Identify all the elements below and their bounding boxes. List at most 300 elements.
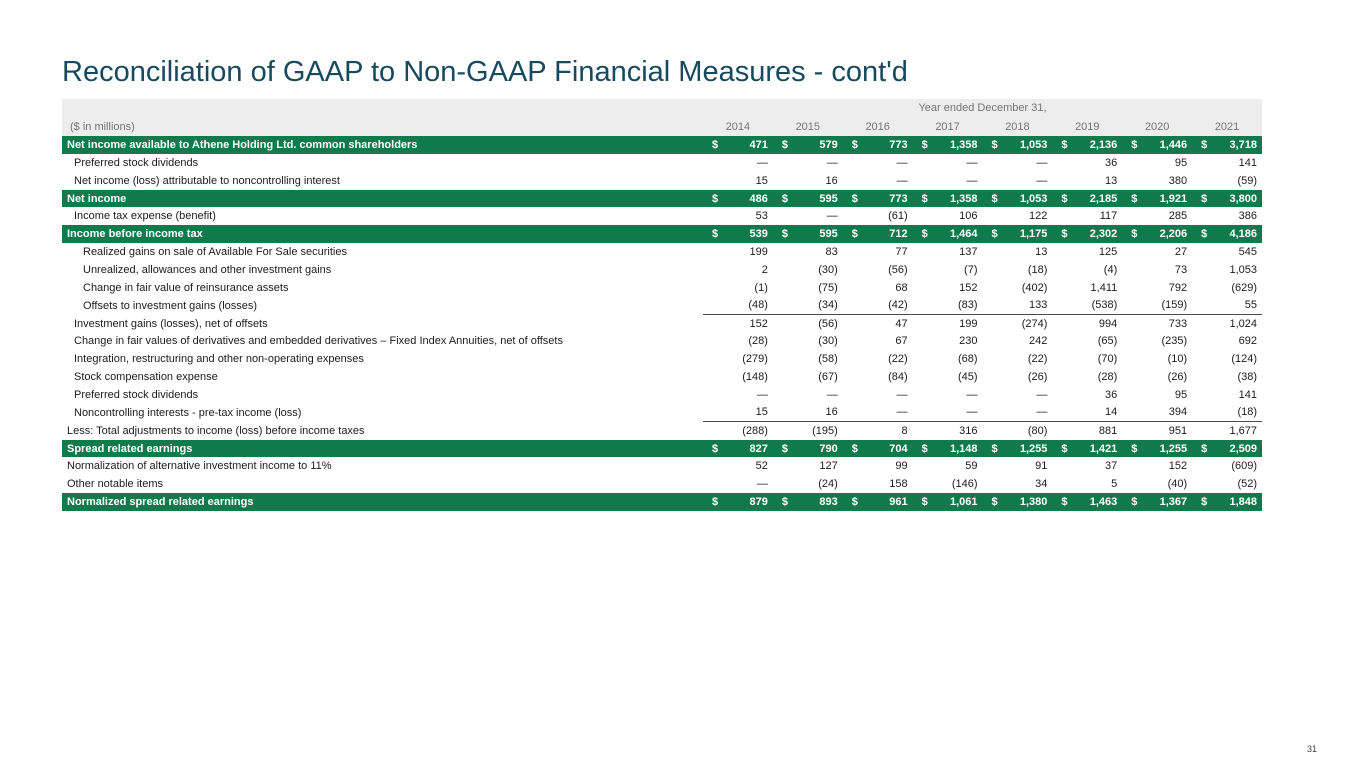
- cell-2020: [1122, 404, 1192, 422]
- cell-2018: [983, 136, 1053, 154]
- cell-2019: [1052, 493, 1122, 511]
- cell-2016: [843, 422, 913, 440]
- row-label: Preferred stock dividends: [74, 388, 199, 401]
- cell-value: 14: [1105, 406, 1118, 419]
- cell-value: 692: [1238, 335, 1257, 348]
- cell-value: 77: [895, 246, 908, 259]
- row-label: Preferred stock dividends: [74, 156, 199, 169]
- cell-value: 152: [959, 281, 978, 294]
- dollar-sign: $: [921, 228, 928, 241]
- period-header-row: [62, 99, 1262, 118]
- cell-2015: [773, 136, 843, 154]
- cell-2021: [1192, 243, 1262, 261]
- table-row: [62, 207, 1262, 225]
- cell-value: 951: [1168, 424, 1188, 437]
- cell-2017: [913, 332, 983, 350]
- dollar-sign: $: [851, 442, 858, 455]
- row-label: Less: Total adjustments to income (loss) before income taxes: [67, 424, 365, 437]
- cell-2014: [703, 350, 773, 368]
- cell-2014: [703, 261, 773, 279]
- cell-2015: [773, 404, 843, 422]
- cell-value: —: [896, 388, 908, 401]
- cell-value: —: [966, 156, 978, 169]
- cell-2017: [913, 404, 983, 422]
- table-row: [62, 261, 1262, 279]
- cell-value: (24): [818, 478, 838, 491]
- dollar-sign: $: [1061, 442, 1068, 455]
- cell-value: 73: [1174, 263, 1188, 276]
- cell-value: 36: [1105, 388, 1118, 401]
- cell-2015: [773, 279, 843, 297]
- units-label: ($ in millions): [70, 120, 135, 133]
- cell-value: (38): [1237, 371, 1257, 384]
- cell-2018: [983, 243, 1053, 261]
- table-row: [62, 350, 1262, 368]
- cell-value: (56): [818, 317, 838, 330]
- cell-value: (68): [957, 353, 978, 366]
- dollar-sign: $: [712, 192, 719, 205]
- cell-value: 8: [901, 424, 908, 437]
- cell-2015: [773, 297, 843, 315]
- cell-value: 545: [1238, 246, 1257, 259]
- cell-value: 792: [1168, 281, 1188, 294]
- dollar-sign: $: [991, 138, 998, 151]
- cell-2014: [703, 243, 773, 261]
- cell-2016: [843, 279, 913, 297]
- dollar-sign: $: [991, 442, 998, 455]
- table-row: [62, 172, 1262, 190]
- cell-2016: [843, 332, 913, 350]
- year-header-2015: 2015: [795, 120, 821, 133]
- cell-value: 1,463: [1089, 496, 1118, 509]
- cell-value: —: [966, 406, 978, 419]
- cell-value: —: [756, 156, 768, 169]
- cell-value: (609): [1231, 460, 1257, 473]
- table-row: [62, 404, 1262, 422]
- cell-2017: [913, 136, 983, 154]
- cell-value: 1,848: [1229, 496, 1257, 509]
- cell-value: (30): [818, 263, 838, 276]
- cell-value: 27: [1174, 246, 1188, 259]
- cell-2021: [1192, 332, 1262, 350]
- cell-2020: [1122, 297, 1192, 315]
- cell-2016: [843, 386, 913, 404]
- cell-2014: [703, 457, 773, 475]
- cell-value: 199: [959, 317, 978, 330]
- table-row: [62, 332, 1262, 350]
- cell-value: (61): [888, 210, 908, 223]
- cell-2015: [773, 440, 843, 458]
- year-header-2016: 2016: [865, 120, 890, 133]
- cell-2020: [1122, 315, 1192, 333]
- cell-2020: [1122, 350, 1192, 368]
- cell-value: 13: [1035, 246, 1048, 259]
- dollar-sign: $: [781, 192, 788, 205]
- cell-value: 4,186: [1229, 228, 1257, 241]
- cell-2021: [1192, 457, 1262, 475]
- cell-2020: [1122, 207, 1192, 225]
- cell-2014: [703, 315, 773, 333]
- cell-value: (26): [1027, 371, 1048, 384]
- dollar-sign: $: [851, 496, 858, 509]
- cell-2020: [1122, 493, 1192, 511]
- cell-2018: [983, 457, 1053, 475]
- table-row: [62, 297, 1262, 315]
- cell-2017: [913, 422, 983, 440]
- cell-2017: [913, 315, 983, 333]
- cell-2021: [1192, 368, 1262, 386]
- cell-value: 95: [1174, 156, 1188, 169]
- cell-value: 137: [959, 246, 978, 259]
- cell-value: (28): [748, 335, 768, 348]
- cell-value: (538): [1091, 299, 1118, 312]
- dollar-sign: $: [1201, 192, 1208, 205]
- cell-value: (288): [742, 424, 768, 437]
- cell-2020: [1122, 243, 1192, 261]
- cell-value: 52: [755, 460, 768, 473]
- table-body: [62, 136, 1262, 511]
- row-label: Investment gains (losses), net of offsets: [74, 317, 268, 330]
- cell-2019: [1052, 243, 1122, 261]
- cell-2016: [843, 136, 913, 154]
- dollar-sign: $: [1061, 138, 1068, 151]
- cell-2021: [1192, 440, 1262, 458]
- table-total-row: [62, 136, 1262, 154]
- cell-value: 59: [965, 460, 978, 473]
- cell-value: 893: [819, 496, 838, 509]
- cell-value: 199: [749, 246, 768, 259]
- cell-value: —: [966, 174, 978, 187]
- cell-value: 68: [895, 281, 908, 294]
- cell-2016: [843, 225, 913, 243]
- cell-2019: [1052, 315, 1122, 333]
- cell-2020: [1122, 422, 1192, 440]
- cell-value: —: [1036, 174, 1048, 187]
- cell-value: 99: [895, 460, 908, 473]
- cell-value: 1,421: [1089, 442, 1118, 455]
- cell-2018: [983, 190, 1053, 208]
- cell-2015: [773, 493, 843, 511]
- cell-2017: [913, 386, 983, 404]
- cell-value: 141: [1238, 156, 1257, 169]
- cell-value: —: [756, 478, 768, 491]
- cell-value: 2: [761, 263, 768, 276]
- cell-value: (65): [1097, 335, 1118, 348]
- cell-2017: [913, 207, 983, 225]
- cell-2020: [1122, 172, 1192, 190]
- cell-value: 47: [895, 317, 908, 330]
- cell-2021: [1192, 225, 1262, 243]
- cell-value: 117: [1099, 210, 1118, 223]
- cell-value: (22): [1027, 353, 1048, 366]
- dollar-sign: $: [712, 442, 719, 455]
- cell-value: 704: [889, 442, 908, 455]
- cell-value: (58): [818, 353, 838, 366]
- cell-value: 15: [755, 174, 768, 187]
- cell-2018: [983, 315, 1053, 333]
- dollar-sign: $: [921, 192, 928, 205]
- cell-2016: [843, 243, 913, 261]
- dollar-sign: $: [1201, 496, 1208, 509]
- cell-value: 230: [959, 335, 978, 348]
- dollar-sign: $: [781, 496, 788, 509]
- cell-value: 579: [819, 138, 838, 151]
- row-label: Net income available to Athene Holding Ltd. common shareholders: [67, 138, 418, 151]
- cell-value: (48): [748, 299, 768, 312]
- cell-value: 127: [819, 460, 838, 473]
- cell-2019: [1052, 332, 1122, 350]
- cell-2021: [1192, 172, 1262, 190]
- cell-value: 91: [1035, 460, 1048, 473]
- cell-2015: [773, 225, 843, 243]
- cell-value: 1,358: [949, 138, 978, 151]
- cell-value: 53: [755, 210, 768, 223]
- table-row: [62, 368, 1262, 386]
- cell-value: (30): [818, 335, 838, 348]
- cell-2019: [1052, 350, 1122, 368]
- cell-2018: [983, 440, 1053, 458]
- cell-2014: [703, 172, 773, 190]
- dollar-sign: $: [1201, 228, 1208, 241]
- cell-2014: [703, 475, 773, 493]
- cell-2020: [1122, 440, 1192, 458]
- dollar-sign: $: [921, 496, 928, 509]
- cell-value: (10): [1167, 353, 1188, 366]
- dollar-sign: $: [781, 138, 788, 151]
- cell-2015: [773, 243, 843, 261]
- cell-value: 152: [1168, 460, 1188, 473]
- cell-value: 2,302: [1089, 228, 1118, 241]
- dollar-sign: $: [921, 442, 928, 455]
- cell-2017: [913, 493, 983, 511]
- cell-value: 879: [749, 496, 768, 509]
- table-row: [62, 422, 1262, 440]
- table-row: [62, 154, 1262, 172]
- cell-2019: [1052, 297, 1122, 315]
- cell-2016: [843, 297, 913, 315]
- cell-value: 712: [889, 228, 908, 241]
- cell-value: —: [1036, 388, 1048, 401]
- cell-2016: [843, 154, 913, 172]
- cell-2021: [1192, 297, 1262, 315]
- dollar-sign: $: [851, 228, 858, 241]
- cell-value: 380: [1168, 174, 1188, 187]
- cell-value: —: [896, 406, 908, 419]
- cell-value: 827: [749, 442, 768, 455]
- cell-value: (159): [1161, 299, 1188, 312]
- cell-2019: [1052, 207, 1122, 225]
- cell-2019: [1052, 172, 1122, 190]
- cell-value: —: [1036, 156, 1048, 169]
- cell-value: 2,509: [1229, 442, 1257, 455]
- cell-value: (146): [951, 478, 978, 491]
- dollar-sign: $: [1061, 228, 1068, 241]
- cell-value: (42): [888, 299, 908, 312]
- year-header-2021: 2021: [1214, 120, 1240, 133]
- cell-value: (26): [1167, 371, 1188, 384]
- cell-2020: [1122, 332, 1192, 350]
- cell-value: 1,358: [949, 192, 978, 205]
- dollar-sign: $: [991, 192, 998, 205]
- cell-2019: [1052, 422, 1122, 440]
- cell-value: (274): [1021, 317, 1048, 330]
- cell-value: (235): [1161, 335, 1188, 348]
- table-row: [62, 386, 1262, 404]
- cell-2019: [1052, 261, 1122, 279]
- cell-2014: [703, 154, 773, 172]
- cell-2014: [703, 368, 773, 386]
- row-label: Unrealized, allowances and other investment gains: [83, 263, 332, 276]
- dollar-sign: $: [921, 138, 928, 151]
- cell-value: 152: [749, 317, 768, 330]
- cell-2021: [1192, 154, 1262, 172]
- cell-2015: [773, 350, 843, 368]
- cell-2017: [913, 440, 983, 458]
- cell-value: 1,053: [1019, 192, 1048, 205]
- cell-2017: [913, 350, 983, 368]
- cell-2014: [703, 332, 773, 350]
- cell-value: 285: [1168, 210, 1188, 223]
- cell-2018: [983, 261, 1053, 279]
- cell-value: (148): [742, 371, 768, 384]
- cell-value: 539: [749, 228, 768, 241]
- cell-value: 5: [1111, 478, 1118, 491]
- cell-value: (45): [957, 371, 978, 384]
- row-label: Stock compensation expense: [74, 371, 218, 384]
- dollar-sign: $: [851, 138, 858, 151]
- reconciliation-table: [62, 99, 1262, 511]
- dollar-sign: $: [1061, 192, 1068, 205]
- cell-value: 1,446: [1159, 138, 1188, 151]
- cell-value: —: [896, 174, 908, 187]
- cell-2016: [843, 315, 913, 333]
- cell-2017: [913, 475, 983, 493]
- cell-2021: [1192, 207, 1262, 225]
- cell-value: 961: [889, 496, 908, 509]
- dollar-sign: $: [781, 442, 788, 455]
- cell-2021: [1192, 422, 1262, 440]
- cell-value: 55: [1244, 299, 1257, 312]
- cell-value: 881: [1098, 424, 1118, 437]
- cell-2020: [1122, 136, 1192, 154]
- cell-value: (59): [1237, 174, 1257, 187]
- cell-2018: [983, 332, 1053, 350]
- cell-2021: [1192, 404, 1262, 422]
- cell-2018: [983, 154, 1053, 172]
- cell-value: 1,677: [1229, 424, 1257, 437]
- cell-2019: [1052, 368, 1122, 386]
- dollar-sign: $: [781, 228, 788, 241]
- cell-2020: [1122, 154, 1192, 172]
- cell-value: (75): [818, 281, 838, 294]
- cell-value: 486: [749, 192, 768, 205]
- cell-2015: [773, 386, 843, 404]
- cell-value: 95: [1174, 388, 1188, 401]
- cell-value: —: [896, 156, 908, 169]
- cell-2017: [913, 279, 983, 297]
- cell-value: 773: [889, 138, 908, 151]
- cell-value: 16: [825, 174, 838, 187]
- cell-2020: [1122, 279, 1192, 297]
- cell-2018: [983, 350, 1053, 368]
- row-label: Realized gains on sale of Available For Sale securities: [83, 246, 347, 259]
- cell-2014: [703, 422, 773, 440]
- row-label: Change in fair values of derivatives and embedded derivatives – Fixed Index Annuities, net of offsets: [74, 335, 563, 348]
- cell-value: 595: [819, 228, 838, 241]
- cell-2019: [1052, 440, 1122, 458]
- cell-value: 37: [1105, 460, 1118, 473]
- cell-value: (18): [1027, 263, 1048, 276]
- cell-value: 2,206: [1159, 228, 1188, 241]
- row-label: Change in fair value of reinsurance assets: [83, 281, 289, 294]
- table-total-row: [62, 493, 1262, 511]
- cell-2015: [773, 315, 843, 333]
- cell-2018: [983, 493, 1053, 511]
- cell-2020: [1122, 225, 1192, 243]
- row-label: Offsets to investment gains (losses): [83, 299, 258, 312]
- cell-2020: [1122, 368, 1192, 386]
- cell-value: 595: [819, 192, 838, 205]
- cell-value: 83: [825, 246, 838, 259]
- dollar-sign: $: [1201, 138, 1208, 151]
- cell-2020: [1122, 261, 1192, 279]
- dollar-sign: $: [1201, 442, 1208, 455]
- row-label: Other notable items: [67, 478, 163, 491]
- page-title: Reconciliation of GAAP to Non-GAAP Financial Measures - cont'd: [62, 56, 908, 88]
- cell-value: 733: [1168, 317, 1188, 330]
- cell-value: 106: [959, 210, 978, 223]
- table-row: [62, 279, 1262, 297]
- page-number: 31: [1306, 744, 1317, 754]
- year-header-2014: 2014: [725, 120, 751, 133]
- cell-2016: [843, 368, 913, 386]
- cell-2020: [1122, 457, 1192, 475]
- cell-2016: [843, 440, 913, 458]
- cell-2017: [913, 172, 983, 190]
- cell-2014: [703, 225, 773, 243]
- cell-value: 133: [1029, 299, 1048, 312]
- dollar-sign: $: [712, 496, 719, 509]
- cell-value: 394: [1168, 406, 1188, 419]
- cell-value: 15: [755, 406, 768, 419]
- cell-value: (22): [888, 353, 908, 366]
- cell-2016: [843, 350, 913, 368]
- cell-value: —: [756, 388, 768, 401]
- cell-value: (629): [1231, 281, 1257, 294]
- cell-2019: [1052, 404, 1122, 422]
- cell-value: 1,053: [1019, 138, 1048, 151]
- cell-2019: [1052, 475, 1122, 493]
- cell-value: 1,367: [1159, 496, 1188, 509]
- cell-value: —: [966, 388, 978, 401]
- cell-value: 67: [895, 335, 908, 348]
- cell-2014: [703, 279, 773, 297]
- cell-2017: [913, 243, 983, 261]
- cell-value: 122: [1029, 210, 1048, 223]
- cell-2021: [1192, 190, 1262, 208]
- cell-value: 1,148: [949, 442, 978, 455]
- cell-value: —: [1036, 406, 1048, 419]
- row-label: Integration, restructuring and other non-operating expenses: [74, 353, 364, 366]
- cell-value: (195): [812, 424, 838, 437]
- cell-value: 316: [959, 424, 978, 437]
- cell-2021: [1192, 493, 1262, 511]
- cell-value: 3,718: [1229, 138, 1257, 151]
- cell-2016: [843, 190, 913, 208]
- cell-2015: [773, 332, 843, 350]
- cell-2018: [983, 368, 1053, 386]
- cell-2018: [983, 475, 1053, 493]
